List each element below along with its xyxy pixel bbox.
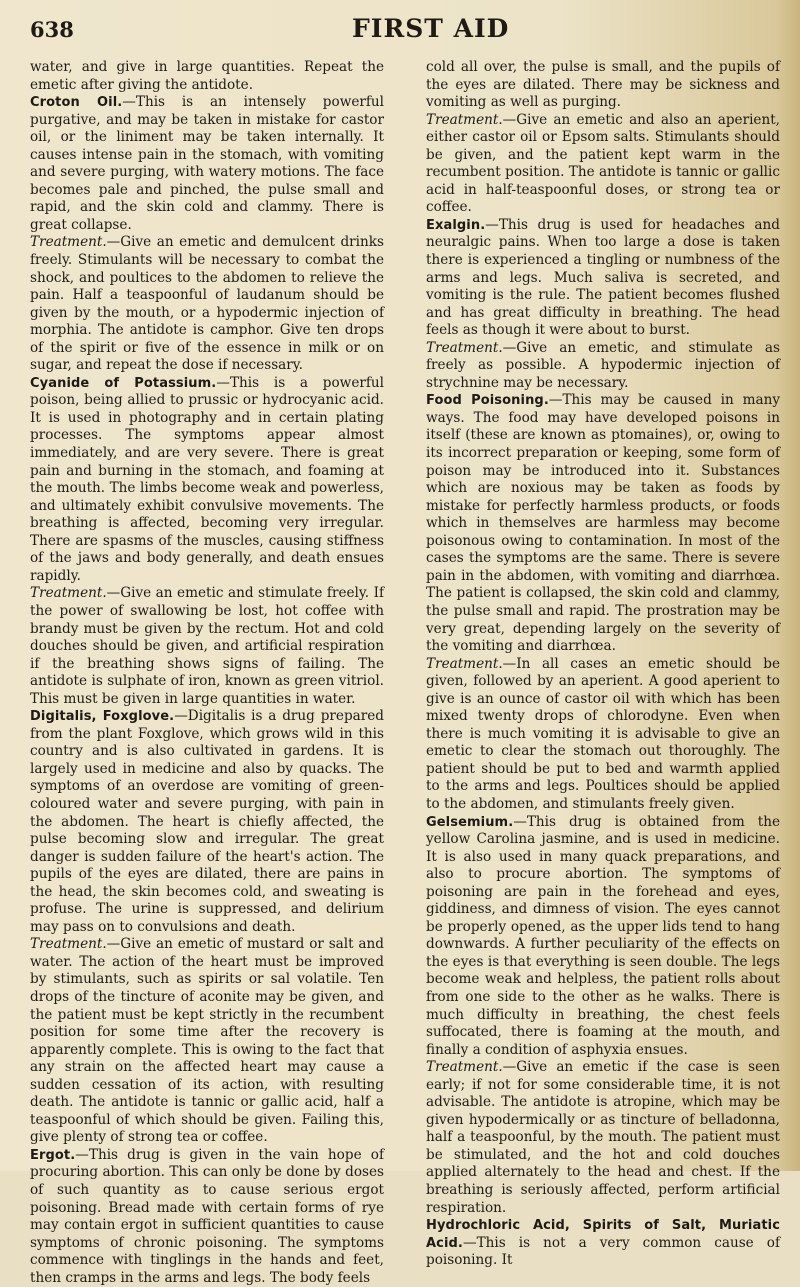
poison-entry [426, 217, 780, 340]
poison-entry [426, 814, 780, 1060]
treatment-label: Treatment. [426, 111, 503, 128]
treatment-label: Treatment. [426, 655, 503, 672]
paragraph-text: —In all cases an emetic should be given, followed by an aperient. A good aperient to give is an ounce of castor oil with which has been mixed twenty drops of chlorodyne. Even when there is much vomiting it is advisable to give an emetic to clear the stomach out thoroughly. The patient should be put to bed and warmth applied to the arms and legs. Poultices should be applied to the abdomen, and stimulants freely given. [426, 655, 780, 812]
paragraph-text: —This is a powerful poison, being allied to prussic or hydrocyanic acid. It is used in photography and in certain plating processes. The symptoms appear almost immediately, and are very severe. There is great pain and burning in the stomach, and foaming at the mouth. The limbs become weak and powerless, and ultimately exhibit convulsive movements. The breathing is affected, becoming very irregular. There are spasms of the muscles, causing stiffness of the jaws and body generally, and death ensues rapidly. [30, 374, 384, 584]
treatment-label: Treatment. [30, 936, 107, 953]
paragraph-text: —Digitalis is a drug prepared from the plant Foxglove, which grows wild in this country and is also cultivated in gardens. It is largely used in medicine and also by quacks. The symptoms of an overdose are vomiting of green-coloured water and severe purging, with pain in the abdomen. The heart is chiefly affected, the pulse becoming slow and irregular. The great danger is sudden failure of the heart's action. The pupils of the eyes are dilated, there are pains in the head, the skin becomes cold, and sweating is profuse. The urine is suppressed, and delirium may pass on to convulsions and death. [30, 708, 384, 935]
poison-entry [426, 392, 780, 655]
poison-entry [30, 1147, 384, 1287]
left-column [30, 59, 384, 1287]
paragraph-text: —This may be caused in many ways. The food may have developed poisons in itself (these are known as ptomaines), or, owing to its incorrect preparation or keeping, some form of poison may be introduced into it. Substances which are noxious may be taken as foods by mistake for perfectly harmless products, or foods which in themselves are harmless may become poisonous owing to contamination. In most of the cases the symptoms are the same. There is severe pain in the abdomen, with vomiting and diarrhœa. The patient is collapsed, the skin cold and clammy, the pulse small and rapid. The prostration may be very great, depending largely on the severity of the vomiting and diarrhœa. [426, 392, 780, 655]
entry-heading: Cyanide of Potassium. [30, 375, 217, 391]
paragraph-text: —Give an emetic, and stimulate as freely as possible. A hypodermic injection of strychnine may be necessary. [426, 339, 780, 391]
continued-paragraph [30, 59, 384, 94]
treatment-paragraph [30, 234, 384, 374]
treatment-label: Treatment. [426, 1059, 503, 1076]
paragraph-text: —Give an emetic and stimulate freely. If the power of swallowing be lost, hot coffee with brandy must be given by the rectum. Hot and cold douches should be given, and artificial respiration if the breathing shows signs of failing. The antidote is sulphate of iron, known as green vitriol. This must be given in large quantities in water. [30, 585, 384, 707]
paragraph-text: —This is an intensely powerful purgative, and may be taken in mistake for castor oil, or the liniment may be taken internally. It causes intense pain in the stomach, with vomiting and severe purging, with watery motions. The face becomes pale and pinched, the pulse small and rapid, and the skin cold and clammy. There is great collapse. [30, 94, 385, 233]
page-number: 638 [30, 17, 74, 42]
poison-entry [30, 94, 384, 234]
page-title: FIRST AID [352, 14, 510, 43]
treatment-paragraph [426, 340, 780, 393]
treatment-paragraph [426, 656, 780, 814]
paragraph-text: —Give an emetic of mustard or salt and water. The action of the heart must be improved by stimulants, such as spirits or sal volatile. Ten drops of the tincture of aconite may be given, and the patient must be kept strictly in the recumbent position for some time after the recovery is apparently complete. This is owing to the fact that any strain on the affected heart may cause a sudden cessation of its action, with resulting death. The antidote is tannic or gallic acid, half a teaspoonful of which should be given. Failing this, give plenty of strong tea or coffee. [30, 936, 384, 1146]
entry-heading: Croton Oil. [30, 95, 123, 111]
poison-entry [30, 375, 384, 586]
treatment-label: Treatment. [30, 234, 107, 251]
paragraph-text: —This drug is given in the vain hope of procuring abortion. This can only be done by doses of such quantity as to cause serious ergot poisoning. Bread made with certain forms of rye may contain ergot in sufficient quantities to cause symptoms of chronic poisoning. The symptoms commence with tinglings in the hands and feet, then cramps in the arms and legs. The body feels [30, 1146, 384, 1286]
entry-heading: Hydrochloric Acid, Spirits of Salt, Muriatic Acid. [426, 1218, 780, 1251]
entry-heading: Digitalis, Foxglove. [30, 709, 175, 725]
poison-entry [426, 1217, 780, 1270]
entry-heading: Ergot. [30, 1147, 76, 1163]
entry-heading: Gelsemium. [426, 814, 514, 830]
entry-heading: Food Poisoning. [426, 393, 549, 409]
treatment-paragraph [426, 1059, 780, 1217]
paragraph-text: water, and give in large quantities. Repeat the emetic after giving the antidote. [30, 59, 384, 93]
entry-heading: Exalgin. [426, 217, 486, 233]
paragraph-text: cold all over, the pulse is small, and the pupils of the eyes are dilated. There may be sickness and vomiting as well as purging. [426, 59, 780, 111]
paragraph-text: —Give an emetic and also an aperient, either castor oil or Epsom salts. Stimulants should be given, and the patient kept warm in the recumbent position. The antidote is tannic or gallic acid in half-teaspoonful doses, or strong tea or coffee. [426, 111, 780, 216]
paragraph-text: —Give an emetic and demulcent drinks freely. Stimulants will be necessary to combat the shock, and poultices to the abdomen to relieve the pain. Half a teaspoonful of laudanum should be given by the mouth, or a hypodermic injection of morphia. The antidote is camphor. Give ten drops of the spirit or five of the essence in milk or on sugar, and repeat the dose if necessary. [30, 234, 384, 374]
paragraph-text: —This drug is used for headaches and neuralgic pains. When too large a dose is taken there is experienced a tingling or numbness of the arms and legs. Much saliva is secreted, and vomiting is the rule. The patient becomes flushed and has great difficulty in breathing. The head feels as though it were about to burst. [426, 216, 780, 339]
treatment-paragraph [30, 936, 384, 1147]
poison-entry [30, 708, 384, 936]
right-column [426, 59, 780, 1270]
treatment-label: Treatment. [426, 339, 503, 356]
paragraph-text: —This drug is obtained from the yellow Carolina jasmine, and is used in medicine. It is also used in many quack preparations, and also to procure abortion. The symptoms of poisoning are pain in the forehead and eyes, giddiness, and dimness of vision. The eyes cannot be properly opened, as the upper lids tend to hang downwards. A further peculiarity of the effects on the eyes is that everything is seen double. The legs become weak and helpless, the patient rolls about from one side to the other as he walks. There is much difficulty in breathing, the chest feels suffocated, there is foaming at the mouth, and finally a condition of asphyxia ensues. [426, 813, 780, 1058]
treatment-label: Treatment. [30, 585, 107, 602]
paragraph-text: —Give an emetic if the case is seen early; if not for some considerable time, it is not advisable. The antidote is atropine, which may be given hypodermically or as tincture of belladonna, half a teaspoonful, by the mouth. The patient must be stimulated, and the hot and cold douches applied alternately to the head and chest. If the breathing is seriously affected, perform artificial respiration. [426, 1059, 780, 1216]
continued-paragraph [426, 59, 780, 112]
paragraph-text: —This is not a very common cause of poisoning. It [426, 1234, 780, 1269]
treatment-paragraph [30, 585, 384, 708]
running-head [0, 0, 800, 62]
treatment-paragraph [426, 112, 780, 217]
